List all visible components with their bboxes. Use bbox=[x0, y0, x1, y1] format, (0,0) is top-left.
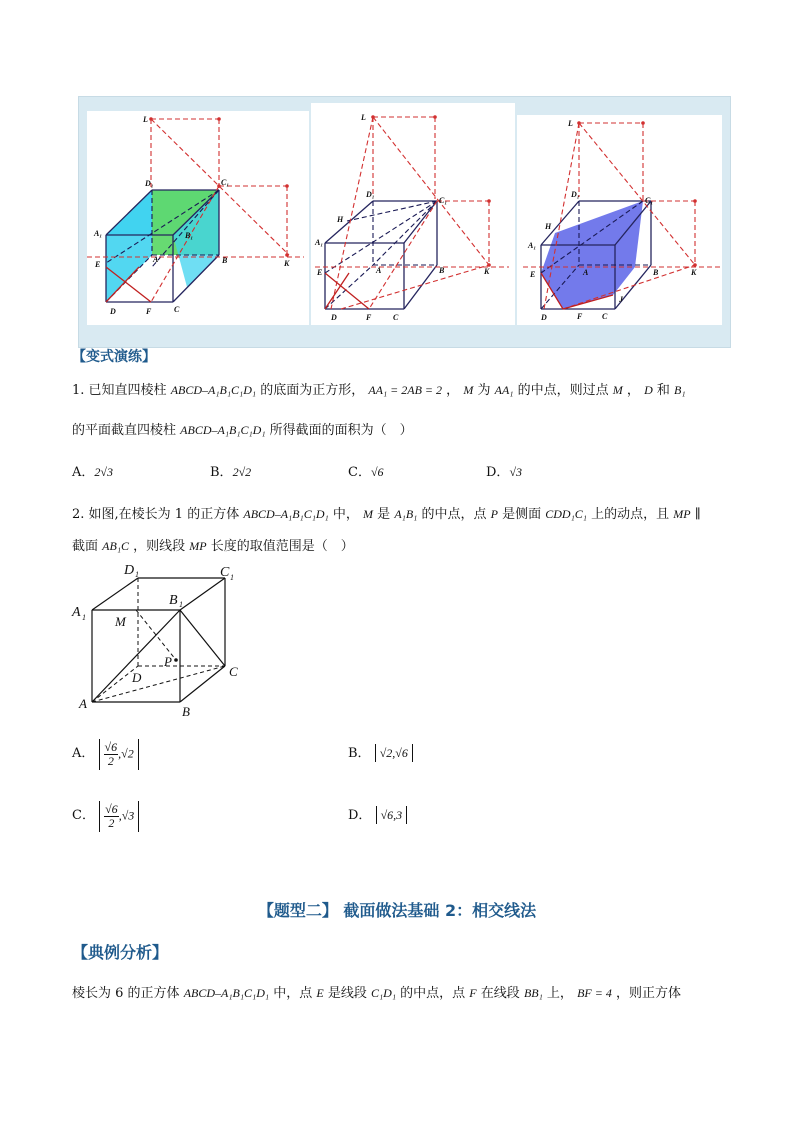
q2-segment-mp-2: MP bbox=[189, 539, 207, 553]
q2-label-D1: D bbox=[124, 563, 135, 578]
label-E-2: E bbox=[317, 268, 323, 277]
label-J-3: J bbox=[619, 295, 623, 304]
q2-cube: ABCD–A₁B₁C₁D₁ bbox=[243, 507, 329, 521]
label-A-2: A bbox=[376, 266, 382, 275]
label-H-3: H bbox=[545, 222, 552, 231]
q2-text-2: 是 bbox=[377, 507, 391, 522]
label-D1: D₁ bbox=[145, 179, 154, 188]
q2-text-5: 上的动点，且 bbox=[591, 507, 670, 522]
example-t0: 棱长为 6 的正方体 bbox=[72, 986, 180, 1001]
q1-option-d[interactable] bbox=[486, 463, 522, 482]
label-B-2: B bbox=[439, 266, 445, 275]
label-C1-3: C₁ bbox=[645, 196, 654, 205]
q2-line2-a: 截面 bbox=[72, 539, 99, 554]
q2-text-4: 是侧面 bbox=[502, 507, 542, 522]
label-F-2: F bbox=[366, 313, 372, 322]
label-D: D bbox=[110, 307, 116, 316]
q2-option-c-letter: C． bbox=[72, 808, 95, 823]
q2-point-p: P bbox=[490, 507, 498, 521]
figure-panel bbox=[78, 96, 731, 348]
label-D1-2: D₁ bbox=[366, 190, 375, 199]
section-title: 【题型二】 截面做法基础 2：相交线法 bbox=[257, 901, 537, 920]
label-F: F bbox=[146, 307, 152, 316]
q1-line-1 bbox=[72, 381, 686, 400]
q2-option-a-frac-num: √6 bbox=[104, 739, 118, 754]
label-H-2: H bbox=[337, 215, 344, 224]
q2-option-c[interactable] bbox=[72, 798, 139, 834]
q2-text-6: ∥ bbox=[694, 507, 701, 522]
label-C-3: C bbox=[602, 312, 608, 321]
example-edge-bb1: BB₁ bbox=[523, 986, 543, 1000]
example-text bbox=[72, 984, 681, 1003]
label-B1: B₁ bbox=[185, 231, 194, 240]
q2-label-M: M bbox=[115, 614, 126, 629]
example-t4: 在线段 bbox=[480, 986, 520, 1001]
q2-segment-mp: MP bbox=[673, 507, 691, 521]
q1-text-6: 和 bbox=[656, 383, 670, 398]
q1-prism: ABCD–A₁B₁C₁D₁ bbox=[170, 383, 257, 397]
label-E: E bbox=[95, 260, 101, 269]
q1-point-m: M bbox=[463, 383, 474, 397]
q2-text-1: 中， bbox=[332, 507, 359, 522]
q2-label-B1-sub: 1 bbox=[179, 600, 183, 609]
label-A1: A₁ bbox=[94, 229, 103, 238]
q1-edge-aa1: AA₁ bbox=[494, 383, 514, 397]
q2-option-a-fraction bbox=[104, 741, 119, 768]
q1-prefix: 1. 已知直四棱柱 bbox=[72, 383, 167, 398]
q2-option-a-interval bbox=[99, 739, 139, 770]
example-point-e: E bbox=[316, 986, 324, 1000]
q2-option-d-letter: D． bbox=[348, 808, 372, 823]
label-C1-2: C₁ bbox=[439, 196, 448, 205]
q2-option-a-rest: ,√2 bbox=[118, 746, 134, 760]
label-D1-3: D₁ bbox=[571, 190, 580, 199]
q1-option-c[interactable] bbox=[348, 463, 384, 482]
q2-text-3: 的中点，点 bbox=[421, 507, 487, 522]
q2-option-c-rest: ,√3 bbox=[118, 808, 135, 822]
example-t1: 中，点 bbox=[273, 986, 313, 1001]
q2-line2-c: 长度的取值范围是（ ） bbox=[210, 539, 354, 554]
q2-edge-a1b1: A₁B₁ bbox=[394, 507, 418, 521]
q2-label-C1-sub: 1 bbox=[230, 573, 234, 582]
q1-text-3: 为 bbox=[477, 383, 491, 398]
q1-point-m-2: M bbox=[612, 383, 623, 397]
label-K-2: K bbox=[484, 267, 490, 276]
label-L-2: L bbox=[361, 113, 366, 122]
q2-line-1 bbox=[72, 505, 701, 524]
q2-option-a-letter: A． bbox=[72, 746, 95, 761]
q2-option-c-frac-num: √6 bbox=[105, 801, 118, 816]
example-t3: 的中点，点 bbox=[400, 986, 466, 1001]
label-C: C bbox=[174, 305, 180, 314]
example-t6: ，则正方体 bbox=[615, 986, 681, 1001]
cube-section-diagrams bbox=[79, 97, 730, 347]
q1-text-4: 的中点，则过点 bbox=[517, 383, 609, 398]
label-B-3: B bbox=[653, 268, 659, 277]
variant-heading: 【变式演练】 bbox=[72, 349, 156, 365]
q2-label-P: P bbox=[164, 654, 172, 669]
q2-option-b-letter: B． bbox=[348, 746, 371, 761]
q1-option-c-value: √6 bbox=[370, 465, 384, 479]
label-L: L bbox=[143, 115, 148, 124]
q1-option-d-value: √3 bbox=[509, 465, 523, 479]
q1-option-a-value: 2√3 bbox=[94, 465, 113, 479]
q2-option-d-value: √6,3 bbox=[376, 806, 408, 824]
q1-prism-2: ABCD–A₁B₁C₁D₁ bbox=[180, 423, 266, 437]
q1-point-d: D bbox=[644, 383, 653, 397]
q2-option-d[interactable] bbox=[348, 806, 407, 825]
q1-text-2: ， bbox=[446, 383, 460, 398]
label-L-3: L bbox=[568, 119, 573, 128]
q2-point-m: M bbox=[363, 507, 374, 521]
q2-label-A: A bbox=[79, 696, 87, 711]
example-t2: 是线段 bbox=[327, 986, 367, 1001]
label-E-3: E bbox=[530, 270, 536, 279]
label-A1-3: A₁ bbox=[528, 241, 537, 250]
example-cube: ABCD–A₁B₁C₁D₁ bbox=[183, 986, 270, 1000]
label-C1: C₁ bbox=[221, 178, 230, 187]
q2-option-b[interactable] bbox=[348, 744, 413, 763]
q2-label-A1: A bbox=[72, 605, 81, 620]
q2-prefix: 2. 如图,在棱长为 1 的正方体 bbox=[72, 507, 240, 522]
q1-text-1: 的底面为正方形， bbox=[260, 383, 365, 398]
q2-plane-ab1c: AB₁C bbox=[102, 539, 129, 553]
q2-option-a[interactable] bbox=[72, 736, 139, 772]
example-edge-c1d1: C₁D₁ bbox=[370, 986, 396, 1000]
q1-option-c-letter: C． bbox=[348, 465, 371, 480]
q2-option-c-fraction bbox=[104, 803, 119, 830]
label-D-3: D bbox=[541, 313, 547, 322]
label-D-2: D bbox=[331, 313, 337, 322]
q2-label-C: C bbox=[229, 664, 238, 679]
label-A-3: A bbox=[583, 268, 589, 277]
q1-option-a[interactable] bbox=[72, 463, 113, 482]
label-F-3: F bbox=[577, 312, 583, 321]
q2-option-c-frac-den: 2 bbox=[108, 815, 115, 830]
q1-option-b[interactable] bbox=[210, 463, 251, 482]
q1-line2-b: 所得截面的面积为（ ） bbox=[269, 423, 413, 438]
q2-label-C1: C bbox=[220, 565, 230, 580]
q1-option-b-value: 2√2 bbox=[232, 465, 252, 479]
q1-line-2 bbox=[72, 421, 413, 440]
label-K: K bbox=[284, 259, 290, 268]
q1-text-5: ， bbox=[626, 383, 640, 398]
example-bf: BF = 4 bbox=[577, 986, 612, 1000]
example-heading: 【典例分析】 bbox=[72, 943, 169, 962]
q2-label-B: B bbox=[182, 704, 190, 718]
q2-line-2 bbox=[72, 537, 354, 556]
q2-label-B1: B bbox=[169, 593, 178, 608]
q1-point-b1: B₁ bbox=[674, 383, 686, 397]
q1-option-a-letter: A． bbox=[72, 465, 95, 480]
q2-face: CDD₁C₁ bbox=[545, 507, 587, 521]
q2-label-D1-sub: 1 bbox=[135, 570, 139, 579]
q2-label-A1-sub: 1 bbox=[82, 613, 86, 622]
label-A: A bbox=[153, 255, 159, 264]
q1-condition: AA₁ = 2AB = 2 bbox=[368, 383, 443, 397]
q2-option-c-interval bbox=[99, 801, 139, 832]
q2-line2-b: ，则线段 bbox=[133, 539, 186, 554]
label-B: B bbox=[222, 256, 228, 265]
q2-option-b-value: √2,√6 bbox=[375, 744, 413, 762]
example-point-f: F bbox=[469, 986, 477, 1000]
q1-option-d-letter: D． bbox=[486, 465, 510, 480]
label-K-3: K bbox=[691, 268, 697, 277]
label-C-2: C bbox=[393, 313, 399, 322]
example-t5: 上， bbox=[546, 986, 573, 1001]
q1-line2-a: 的平面截直四棱柱 bbox=[72, 423, 177, 438]
q2-label-D: D bbox=[132, 670, 142, 685]
q1-option-b-letter: B． bbox=[210, 465, 233, 480]
label-A1-2: A₁ bbox=[315, 238, 324, 247]
q2-cube-figure bbox=[70, 558, 250, 718]
q2-option-a-frac-den: 2 bbox=[107, 753, 114, 768]
